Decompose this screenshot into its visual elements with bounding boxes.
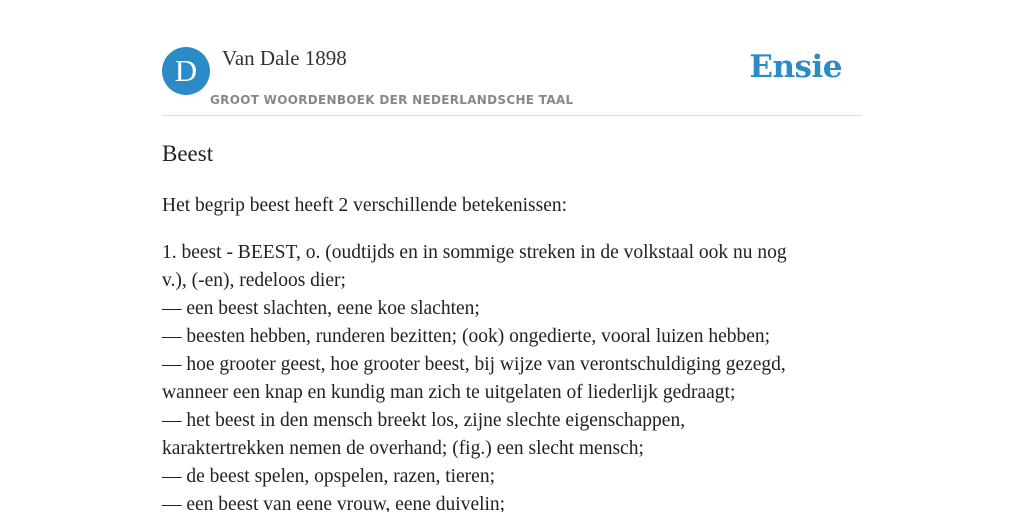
definition-line: — hoe grooter geest, hoe grooter beest, bij wijze van verontschuldiging gezegd, (162, 354, 786, 375)
definition-line: — een beest van eene vrouw, eene duivelin; (162, 494, 506, 512)
page-title: Beest (162, 141, 214, 166)
definition-line: wanneer een knap en kundig man zich te uitgelaten of liederlijk gedraagt; (162, 382, 736, 403)
definition (162, 239, 852, 512)
definition-line: — beesten hebben, runderen bezitten; (ook) ongedierte, vooral luizen hebben; (162, 326, 771, 347)
definition-line: 1. beest - BEEST, o. (oudtijds en in sommige streken in de volkstaal ook nu nog (162, 242, 787, 263)
entry-content (162, 138, 852, 512)
definition-line: karaktertrekken nemen de overhand; (fig.) een slecht mensch; (162, 438, 644, 459)
ensie-logo[interactable]: Ensie (749, 49, 842, 85)
definition-line: — de beest spelen, opspelen, razen, tieren; (162, 466, 495, 487)
definition-line: — een beest slachten, eene koe slachten; (162, 298, 480, 319)
dictionary-subtitle: GROOT WOORDENBOEK DER NEDERLANDSCHE TAAL (210, 93, 574, 107)
dictionary-logo[interactable]: D (162, 47, 210, 95)
definition-line: v.), (-en), redeloos dier; (162, 270, 346, 291)
entry-intro: Het begrip beest heeft 2 verschillende betekenissen: (162, 195, 568, 216)
definition-line: — het beest in den mensch breekt los, zijne slechte eigenschappen, (162, 410, 686, 431)
site-header (162, 45, 862, 116)
dictionary-title[interactable]: Van Dale 1898 (222, 46, 347, 70)
